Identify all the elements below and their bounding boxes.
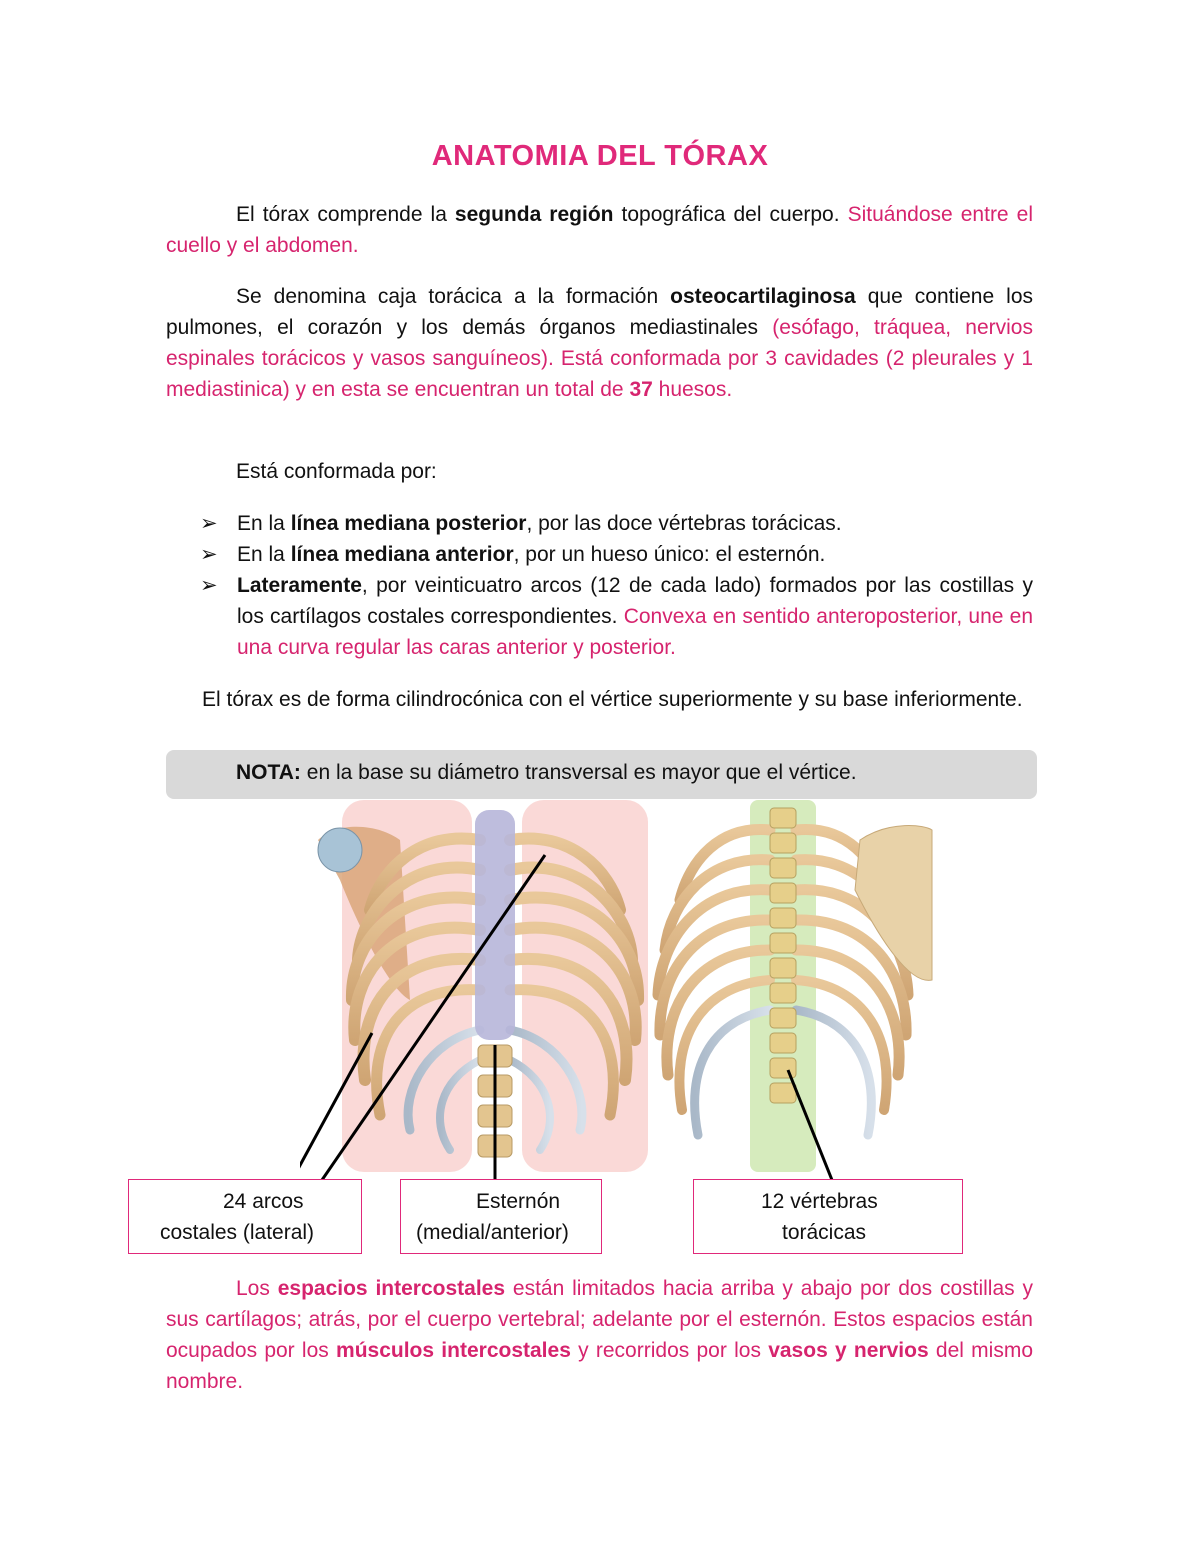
arrow-bullet-icon: ➢ <box>200 512 218 535</box>
thorax-illustration <box>300 800 940 1180</box>
paragraph-caja-toracica <box>166 281 1033 405</box>
bold-term: línea mediana posterior <box>290 512 527 535</box>
sternum-shape <box>475 810 515 1040</box>
label-esternon <box>400 1179 602 1254</box>
text-run: , por veinticuatro arcos (12 de cada lado) formados por las costillas y los cartílagos costales correspondientes. <box>237 574 1033 628</box>
bold-highlight-number: 37 <box>629 378 653 401</box>
bold-term: Lateramente <box>237 574 362 597</box>
bullet-list <box>200 508 1033 663</box>
highlight-text: huesos. <box>652 378 733 401</box>
highlight-text: Situándose entre el cuello y el abdomen. <box>166 203 1033 257</box>
paragraph-espacios-intercostales <box>166 1273 1033 1397</box>
text-run: El tórax comprende la <box>236 203 455 226</box>
posterior-rib-cage <box>658 800 932 1172</box>
scapula-shape <box>855 826 932 981</box>
arrow-bullet-icon: ➢ <box>200 574 218 597</box>
humeral-head-shape <box>318 828 362 872</box>
list-item <box>200 539 1033 570</box>
note-text <box>236 761 857 785</box>
text-run: Está conformada por: <box>236 460 437 483</box>
text-run: que contiene los pulmones, el corazón y los demás órganos mediastinales <box>166 285 1033 339</box>
label-arcos-costales <box>128 1179 362 1254</box>
highlight-text: (esófago, tráquea, nervios espinales torácicos y vasos sanguíneos). Está conformada por 3 cavidades (2 pleurales y 1 mediastinica) y en esta se encuentran un total de <box>166 316 1033 401</box>
label-line: Esternón <box>476 1190 561 1213</box>
bold-term: segunda región <box>454 203 614 226</box>
label-line: torácicas <box>782 1221 867 1244</box>
text-run: Se denomina caja torácica a la formación <box>236 285 671 308</box>
note-label: NOTA: <box>236 761 301 784</box>
text-run: topográfica del cuerpo. <box>613 203 848 226</box>
text-run: y recorridos por los <box>570 1339 769 1362</box>
paragraph-intro <box>166 199 1033 261</box>
label-line: 24 arcos <box>223 1190 304 1213</box>
label-line: 12 vértebras <box>761 1190 878 1213</box>
text-run: En la <box>237 543 291 566</box>
label-vertebras <box>693 1179 963 1254</box>
bold-term: vasos y nervios <box>768 1339 929 1362</box>
text-run: del mismo nombre. <box>166 1339 1034 1393</box>
bold-term: espacios intercostales <box>277 1277 506 1300</box>
note-box <box>166 750 1037 799</box>
text-run: en la base su diámetro transversal es mayor que el vértice. <box>300 761 857 784</box>
bold-term: osteocartilaginosa <box>670 285 856 308</box>
bold-term: línea mediana anterior <box>290 543 514 566</box>
paragraph-conformada <box>166 456 1033 487</box>
text-run: , por las doce vértebras torácicas. <box>526 512 842 535</box>
label-line: (medial/anterior) <box>416 1221 569 1244</box>
text-run: En la <box>237 512 291 535</box>
bold-term: músculos intercostales <box>336 1339 571 1362</box>
highlight-text: Convexa en sentido anteroposterior, une en una curva regular las caras anterior y posterior. <box>237 605 1033 659</box>
page-title: ANATOMIA DEL TÓRAX <box>431 140 769 172</box>
paragraph-forma <box>166 684 1033 715</box>
list-item <box>200 508 1033 539</box>
text-run: El tórax es de forma cilindrocónica con el vértice superiormente y su base inferiormente. <box>202 688 1023 711</box>
text-run: , por un hueso único: el esternón. <box>513 543 826 566</box>
list-item <box>200 570 1033 663</box>
text-run: Los <box>236 1277 278 1300</box>
arrow-bullet-icon: ➢ <box>200 543 218 566</box>
text-run: están limitados hacia arriba y abajo por dos costillas y sus cartílagos; atrás, por el cuerpo vertebral; adelante por el esternón. Estos espacios están ocupados por los <box>166 1277 1033 1362</box>
label-line: costales (lateral) <box>160 1221 315 1244</box>
